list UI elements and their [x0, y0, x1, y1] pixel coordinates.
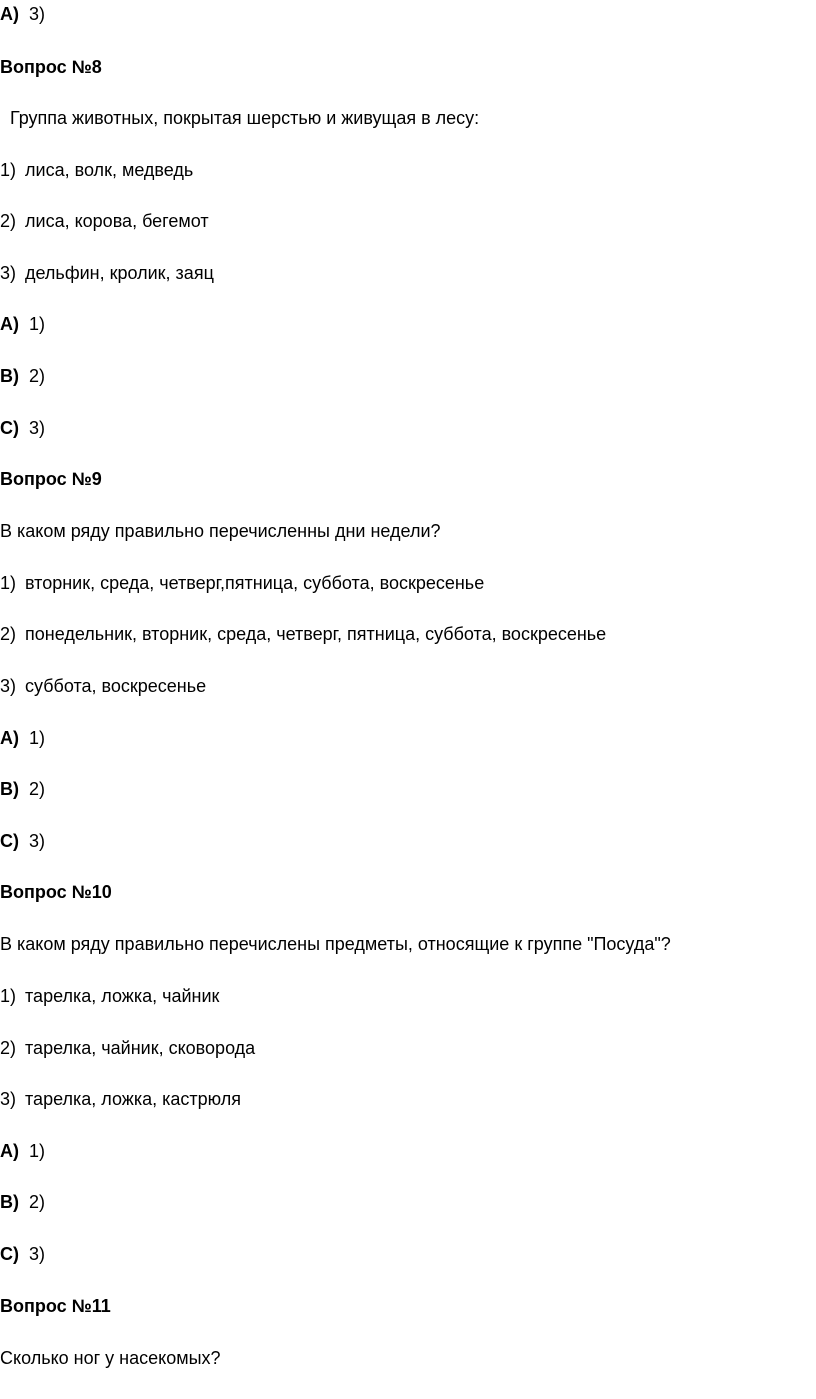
- answer-line: [0, 364, 45, 388]
- option-line: [0, 261, 214, 285]
- option-number: 2): [0, 624, 17, 644]
- answer-letter: A): [0, 1141, 19, 1161]
- question-text: Сколько ног у насекомых?: [0, 1348, 221, 1368]
- question-text: В каком ряду правильно перечисленны дни недели?: [0, 521, 441, 541]
- answer-letter: C): [0, 418, 19, 438]
- question-text: Группа животных, покрытая шерстью и живущая в лесу:: [10, 108, 480, 128]
- answer-letter: A): [0, 728, 19, 748]
- answer-line: [0, 2, 45, 26]
- option-number: 3): [0, 263, 17, 283]
- question-heading: Вопрос №9: [0, 469, 102, 489]
- answer-value: 3): [29, 418, 46, 438]
- option-text: вторник, среда, четверг,пятница, суббота, воскресенье: [25, 573, 485, 593]
- answer-line: [0, 1190, 45, 1214]
- answer-letter: B): [0, 779, 19, 799]
- option-text: суббота, воскресенье: [25, 676, 207, 696]
- option-text: лиса, волк, медведь: [25, 160, 194, 180]
- answer-value: 1): [29, 1141, 46, 1161]
- answer-value: 2): [29, 779, 46, 799]
- option-text: тарелка, чайник, сковорода: [25, 1038, 256, 1058]
- question-heading: Вопрос №11: [0, 1296, 111, 1316]
- answer-line: [0, 726, 45, 750]
- option-number: 3): [0, 676, 17, 696]
- answer-line: [0, 829, 45, 853]
- option-text: понедельник, вторник, среда, четверг, пятница, суббота, воскресенье: [25, 624, 607, 644]
- option-line: [0, 984, 219, 1008]
- option-line: [0, 1036, 255, 1060]
- option-number: 1): [0, 986, 17, 1006]
- question-heading: Вопрос №8: [0, 57, 102, 77]
- option-number: 3): [0, 1089, 17, 1109]
- answer-value: 1): [29, 728, 46, 748]
- answer-line: [0, 1242, 45, 1266]
- option-line: [0, 571, 484, 595]
- answer-value: 3): [29, 4, 46, 24]
- answer-line: [0, 1139, 45, 1163]
- question-heading: Вопрос №10: [0, 882, 112, 902]
- answer-value: 3): [29, 1244, 46, 1264]
- answer-letter: C): [0, 831, 19, 851]
- answer-letter: A): [0, 314, 19, 334]
- option-text: тарелка, ложка, чайник: [25, 986, 220, 1006]
- question-text: В каком ряду правильно перечислены предметы, относящие к группе "Посуда"?: [0, 934, 671, 954]
- option-line: [0, 1087, 241, 1111]
- option-text: тарелка, ложка, кастрюля: [25, 1089, 242, 1109]
- answer-letter: C): [0, 1244, 19, 1264]
- answer-letter: B): [0, 1192, 19, 1212]
- answer-letter: A): [0, 4, 19, 24]
- option-number: 2): [0, 1038, 17, 1058]
- answer-value: 3): [29, 831, 46, 851]
- answer-value: 1): [29, 314, 46, 334]
- option-number: 2): [0, 211, 17, 231]
- answer-value: 2): [29, 366, 46, 386]
- option-number: 1): [0, 160, 17, 180]
- answer-line: [0, 312, 45, 336]
- option-number: 1): [0, 573, 17, 593]
- answer-line: [0, 416, 45, 440]
- option-line: [0, 622, 606, 646]
- option-line: [0, 158, 193, 182]
- option-line: [0, 209, 209, 233]
- answer-letter: B): [0, 366, 19, 386]
- option-line: [0, 674, 206, 698]
- answer-value: 2): [29, 1192, 46, 1212]
- option-text: дельфин, кролик, заяц: [25, 263, 214, 283]
- answer-line: [0, 777, 45, 801]
- option-text: лиса, корова, бегемот: [25, 211, 209, 231]
